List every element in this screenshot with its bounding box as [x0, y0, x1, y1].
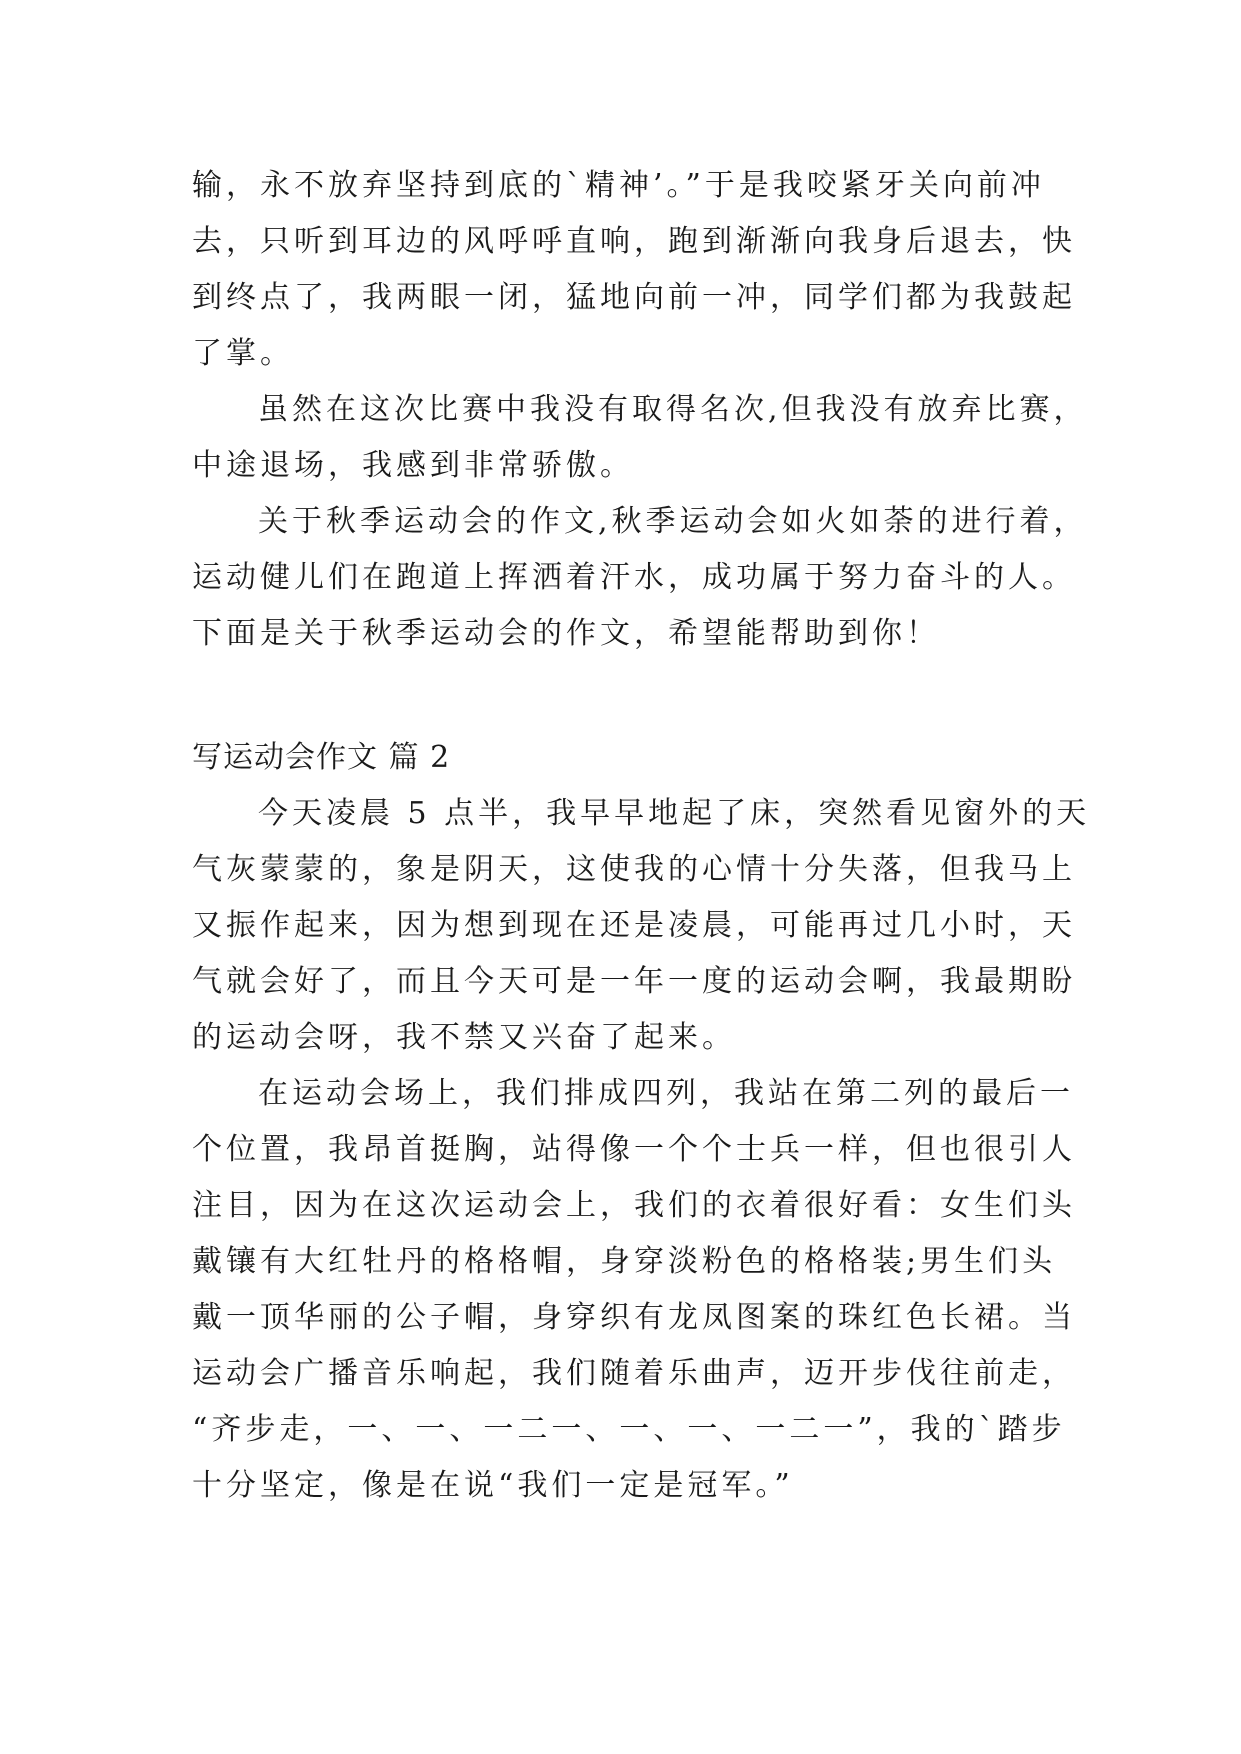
paragraph [192, 382, 1088, 494]
text-line: 气就会好了，而且今天可是一年一度的运动会啊，我最期盼 [192, 964, 1076, 999]
section-heading: 写运动会作文 篇 2 [192, 740, 451, 775]
text-line: 运动健儿们在跑道上挥洒着汗水，成功属于努力奋斗的人。 [192, 560, 1076, 595]
text-line: 了掌。 [192, 336, 294, 371]
text-line: 气灰蒙蒙的，象是阴天，这使我的心情十分失落，但我马上 [192, 852, 1076, 887]
text-line: 戴一顶华丽的公子帽，身穿织有龙凤图案的珠红色长裙。当 [192, 1300, 1076, 1335]
text-line: 的运动会呀，我不禁又兴奋了起来。 [192, 1020, 736, 1055]
text-line: 今天凌晨 5 点半，我早早地起了床，突然看见窗外的天 [258, 796, 1091, 831]
text-line: “齐步走，一、一、一二一、一、一、一二一”，我的`踏步 [192, 1412, 1066, 1447]
text-line: 运动会广播音乐响起，我们随着乐曲声，迈开步伐往前走， [192, 1356, 1076, 1391]
text-line: 又振作起来，因为想到现在还是凌晨，可能再过几小时，天 [192, 908, 1076, 943]
text-line: 注目，因为在这次运动会上，我们的衣着很好看：女生们头 [192, 1188, 1076, 1223]
text-line: 下面是关于秋季运动会的作文，希望能帮助到你！ [192, 616, 940, 651]
paragraph [192, 494, 1088, 662]
text-line: 关于秋季运动会的作文,秋季运动会如火如荼的进行着， [258, 504, 1088, 539]
paragraph [192, 786, 1091, 1066]
text-line: 中途退场，我感到非常骄傲。 [192, 448, 634, 483]
text-line: 个位置，我昂首挺胸，站得像一个个士兵一样，但也很引人 [192, 1132, 1076, 1167]
text-line: 戴镶有大红牡丹的格格帽，身穿淡粉色的格格装;男生们头 [192, 1244, 1057, 1279]
text-line: 输，永不放弃坚持到底的`精神’。”于是我咬紧牙关向前冲 [192, 168, 1045, 203]
document-body [192, 158, 1091, 1514]
text-line: 到终点了，我两眼一闭，猛地向前一冲，同学们都为我鼓起 [192, 280, 1076, 315]
text-line: 去，只听到耳边的风呼呼直响，跑到渐渐向我身后退去，快 [192, 224, 1076, 259]
text-line: 虽然在这次比赛中我没有取得名次,但我没有放弃比赛， [258, 392, 1088, 427]
text-line: 十分坚定，像是在说“我们一定是冠军。” [192, 1468, 794, 1503]
paragraph [192, 1066, 1076, 1514]
paragraph-continuation [192, 158, 1076, 382]
section-spacer [192, 662, 1062, 730]
text-line: 在运动会场上，我们排成四列，我站在第二列的最后一 [258, 1076, 1074, 1111]
